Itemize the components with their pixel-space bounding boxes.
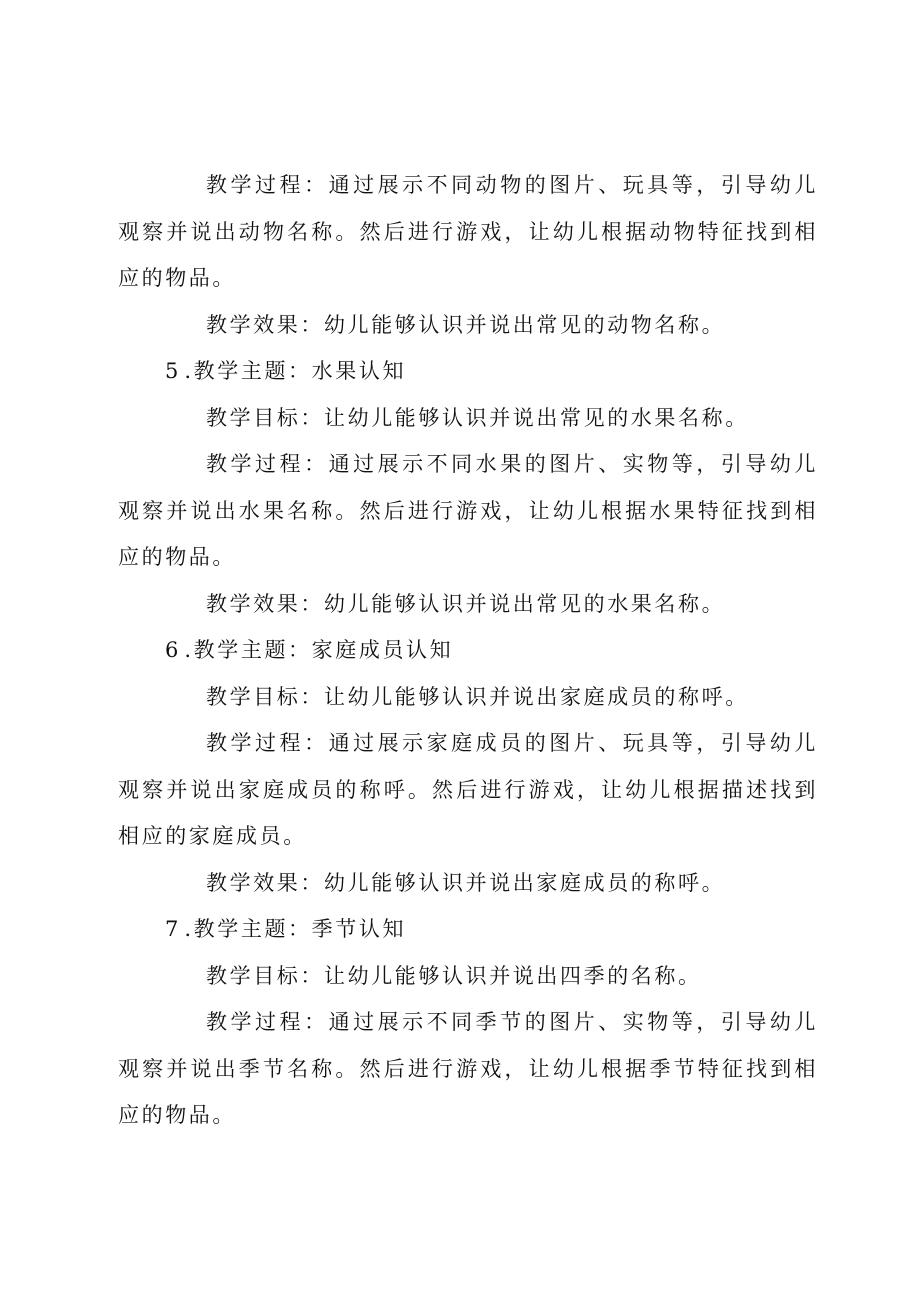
section-number: 6 (165, 638, 179, 662)
paragraph-fruit-effect: 教学效果：幼儿能够认识并说出常见的水果名称。 (206, 591, 726, 616)
paragraph-animal-effect: 教学效果：幼儿能够认识并说出常见的动物名称。 (206, 312, 726, 337)
paragraph-fruit-goal: 教学目标：让幼儿能够认识并说出常见的水果名称。 (206, 405, 749, 430)
paragraph-fruit-process: 教学过程：通过展示不同水果的图片、实物等，引导幼儿观察并说出水果名称。然后进行游戏，让幼儿根据水果特征找到相应的物品。 (118, 452, 818, 569)
paragraph-family-effect: 教学效果：幼儿能够认识并说出家庭成员的称呼。 (206, 870, 726, 895)
section-number: 5 (165, 359, 179, 383)
section-heading-6 (118, 627, 818, 674)
section-heading-5 (118, 348, 818, 395)
section-heading-7 (118, 906, 818, 953)
section-title: .教学主题：季节认知 (184, 917, 407, 941)
paragraph-family-process: 教学过程：通过展示家庭成员的图片、玩具等，引导幼儿观察并说出家庭成员的称呼。然后进行游戏，让幼儿根据描述找到相应的家庭成员。 (118, 731, 818, 848)
section-number: 7 (165, 917, 179, 941)
paragraph-animal-process: 教学过程：通过展示不同动物的图片、玩具等，引导幼儿观察并说出动物名称。然后进行游戏，让幼儿根据动物特征找到相应的物品。 (118, 173, 818, 290)
paragraph-family-goal: 教学目标：让幼儿能够认识并说出家庭成员的称呼。 (206, 684, 749, 709)
paragraph-season-process: 教学过程：通过展示不同季节的图片、实物等，引导幼儿观察并说出季节名称。然后进行游戏，让幼儿根据季节特征找到相应的物品。 (118, 1010, 818, 1127)
section-title: .教学主题：水果认知 (184, 359, 407, 383)
paragraph-season-goal: 教学目标：让幼儿能够认识并说出四季的名称。 (206, 963, 702, 988)
document-body (118, 162, 818, 1139)
section-title: .教学主题：家庭成员认知 (184, 638, 454, 662)
